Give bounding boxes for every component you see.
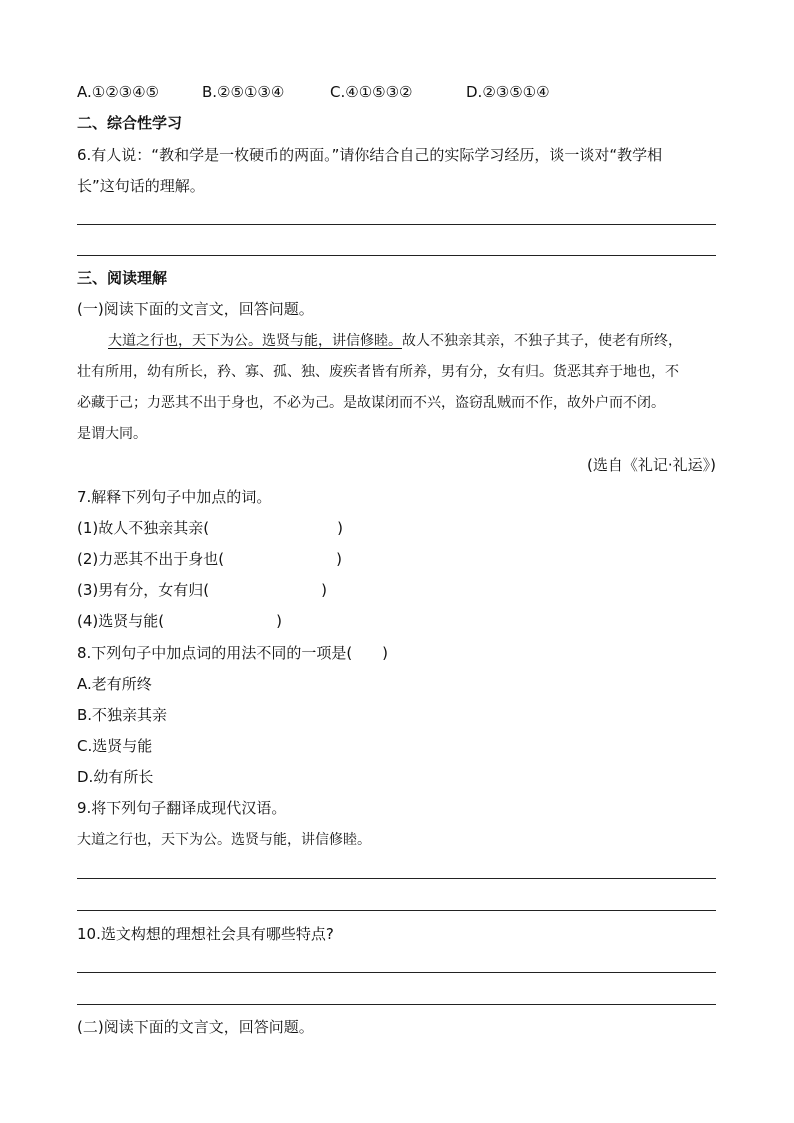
q7-item-text: (1)故人不独亲其亲(	[77, 519, 210, 537]
answer-line	[77, 224, 716, 225]
q10-stem: 10.选文构想的理想社会具有哪些特点?	[77, 925, 334, 943]
q7-stem: 7.解释下列句子中加点的词。	[77, 488, 272, 506]
q8-option-b: B.不独亲其亲	[77, 706, 168, 724]
q8-stem: 8.下列句子中加点词的用法不同的一项是( )	[77, 644, 389, 662]
q6-line2: 长”这句话的理解。	[77, 177, 205, 195]
q7-item-close: )	[336, 550, 342, 568]
q8-option-c: C.选贤与能	[77, 737, 153, 755]
answer-line	[77, 972, 716, 973]
part1-intro: (一)阅读下面的文言文，回答问题。	[77, 300, 314, 318]
q7-item-text: (2)力恶其不出于身也(	[77, 550, 225, 568]
passage-line-1	[108, 331, 682, 351]
answer-line	[77, 255, 716, 256]
q5-option-b: B.②⑤①③④	[202, 83, 285, 101]
answer-line	[77, 878, 716, 879]
q5-option-c: C.④①⑤③②	[330, 83, 413, 101]
q7-item-1	[77, 518, 343, 538]
q7-item-close: )	[337, 519, 343, 537]
q7-item-2	[77, 549, 342, 569]
answer-line	[77, 910, 716, 911]
passage-underlined-sentence: 大道之行也，天下为公。选贤与能，讲信修睦。	[108, 333, 402, 349]
q9-stem: 9.将下列句子翻译成现代汉语。	[77, 799, 287, 817]
passage-line-2: 壮有所用，幼有所长，矜、寡、孤、独、废疾者皆有所养，男有分，女有归。货恶其弃于地也，不	[77, 364, 679, 380]
q5-option-d: D.②③⑤①④	[466, 83, 550, 101]
q6-line1: 6.有人说：“教和学是一枚硬币的两面。”请你结合自己的实际学习经历，谈一谈对“教学相	[77, 146, 663, 164]
q7-item-text: (4)选贤与能(	[77, 612, 165, 630]
passage-line-4: 是谓大同。	[77, 426, 147, 442]
passage-text: 故人不独亲其亲，不独子其子，使老有所终，	[402, 333, 682, 349]
q5-option-a: A.①②③④⑤	[77, 83, 160, 101]
q8-option-d: D.幼有所长	[77, 768, 154, 786]
answer-line	[77, 1004, 716, 1005]
q7-item-close: )	[276, 612, 282, 630]
q7-item-4	[77, 611, 282, 631]
section3-heading: 三、阅读理解	[77, 269, 168, 287]
q8-option-a: A.老有所终	[77, 675, 152, 693]
q7-item-close: )	[321, 581, 327, 599]
part2-intro: (二)阅读下面的文言文，回答问题。	[77, 1018, 314, 1036]
q7-item-text: (3)男有分，女有归(	[77, 581, 210, 599]
passage-line-3: 必藏于己；力恶其不出于身也，不必为己。是故谋闭而不兴，盗窃乱贼而不作，故外户而不闭。	[77, 395, 665, 411]
q7-item-3	[77, 580, 327, 600]
section2-heading: 二、综合性学习	[77, 114, 183, 132]
passage-source: (选自《礼记·礼运》)	[587, 456, 716, 474]
q9-sentence: 大道之行也，天下为公。选贤与能，讲信修睦。	[77, 832, 371, 848]
